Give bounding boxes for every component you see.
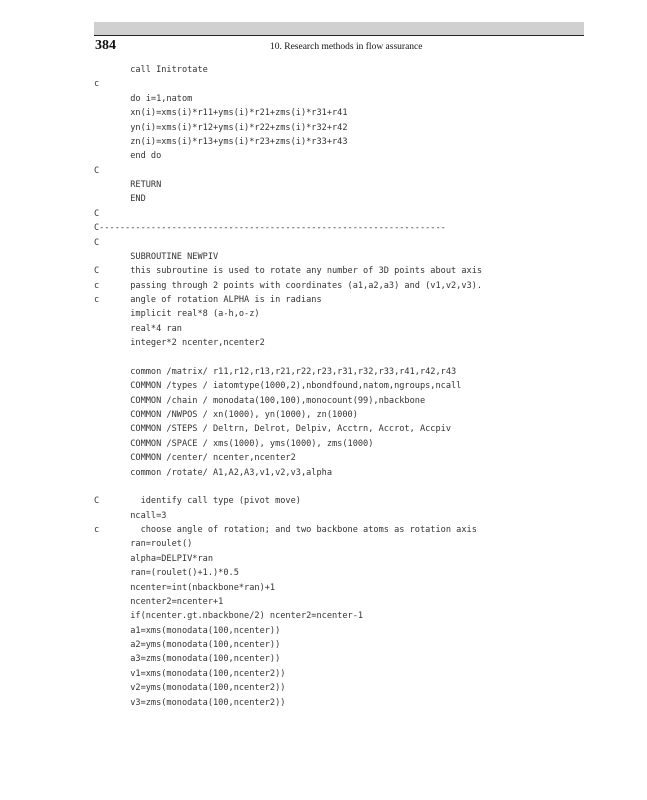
code-line: a3=zms(monodata(100,ncenter)) (94, 654, 281, 665)
code-line: END (94, 194, 146, 205)
code-line: c choose angle of rotation; and two backbone atoms as rotation axis (94, 525, 477, 535)
code-line: C identify call type (pivot move) (94, 496, 301, 507)
code-line: C (94, 208, 100, 219)
code-line: RETURN (94, 180, 162, 190)
code-line: C------------------------------------------------------------------- (94, 223, 446, 234)
code-line: v3=zms(monodata(100,ncenter2)) (94, 697, 286, 708)
code-line: COMMON /NWPOS / xn(1000), yn(1000), zn(1000) (94, 410, 358, 420)
code-line (94, 480, 482, 494)
code-line: do i=1,natom (94, 93, 193, 104)
code-line: zn(i)=xms(i)*r13+yms(i)*r23+zms(i)*r33+r43 (94, 136, 348, 147)
code-line: C (94, 237, 100, 248)
code-line: end do (94, 151, 162, 162)
code-listing (94, 63, 482, 710)
code-line: implicit real*8 (a-h,o-z) (94, 309, 260, 320)
code-line: a2=yms(monodata(100,ncenter)) (94, 640, 281, 650)
code-line: real*4 ran (94, 323, 182, 334)
code-line: common /matrix/ r11,r12,r13,r21,r22,r23,r31,r32,r33,r41,r42,r43 (94, 366, 457, 377)
code-line: COMMON /chain / monodata(100,100),monocount(99),nbackbone (94, 395, 426, 406)
code-line: ncenter=int(nbackbone*ran)+1 (94, 582, 276, 593)
header-bar (94, 22, 584, 35)
code-line: SUBROUTINE NEWPIV (94, 251, 219, 262)
code-line: v2=yms(monodata(100,ncenter2)) (94, 683, 286, 694)
code-line: ncall=3 (94, 510, 167, 521)
code-line: COMMON /SPACE / xms(1000), yms(1000), zms(1000) (94, 438, 374, 449)
header-rule (94, 35, 584, 36)
code-line: common /rotate/ A1,A2,A3,v1,v2,v3,alpha (94, 467, 332, 478)
code-line: COMMON /center/ ncenter,ncenter2 (94, 453, 296, 464)
code-line: c passing through 2 points with coordinates (a1,a2,a3) and (v1,v2,v3). (94, 280, 483, 291)
code-line: C this subroutine is used to rotate any number of 3D points about axis (94, 266, 483, 277)
code-line: xn(i)=xms(i)*r11+yms(i)*r21+zms(i)*r31+r41 (94, 108, 348, 119)
code-line: v1=xms(monodata(100,ncenter2)) (94, 668, 286, 679)
code-line: c (94, 79, 100, 90)
code-line: ncenter2=ncenter+1 (94, 596, 224, 607)
code-line: C (94, 165, 100, 176)
code-line: ran=roulet() (94, 539, 193, 550)
code-line: alpha=DELPIV*ran (94, 553, 213, 564)
code-line: COMMON /STEPS / Deltrn, Delrot, Delpiv, Acctrn, Accrot, Accpiv (94, 424, 451, 435)
page-number: 384 (95, 38, 116, 53)
code-line: integer*2 ncenter,ncenter2 (94, 338, 265, 349)
code-line: ran=(roulet()+1.)*0.5 (94, 568, 239, 579)
code-line: if(ncenter.gt.nbackbone/2) ncenter2=ncenter-1 (94, 611, 364, 622)
code-line: COMMON /types / iatomtype(1000,2),nbondfound,natom,ngroups,ncall (94, 381, 462, 392)
code-line: c angle of rotation ALPHA is in radians (94, 295, 322, 305)
code-line: call Initrotate (94, 65, 208, 75)
code-line: a1=xms(monodata(100,ncenter)) (94, 625, 281, 636)
running-head: 10. Research methods in flow assurance (270, 42, 423, 52)
code-line: yn(i)=xms(i)*r12+yms(i)*r22+zms(i)*r32+r42 (94, 122, 348, 133)
code-line (94, 351, 482, 365)
